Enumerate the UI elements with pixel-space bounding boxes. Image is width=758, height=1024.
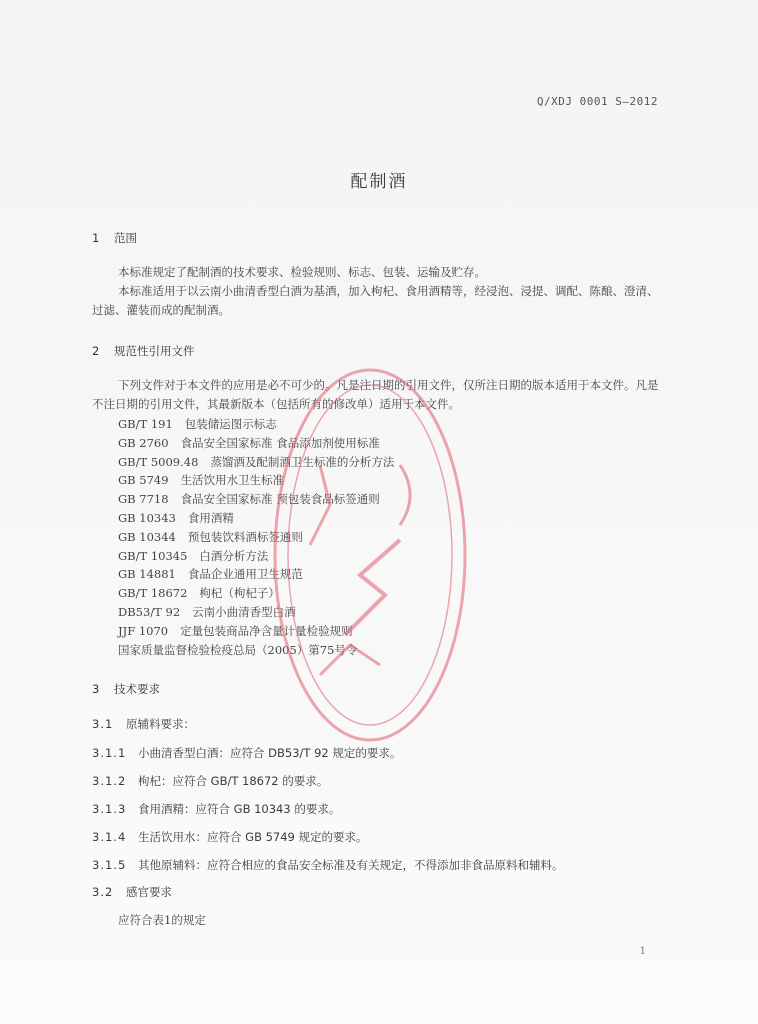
section-title: 范围	[114, 231, 137, 245]
closing-line: 应符合表1的规定	[118, 913, 206, 927]
clause-3-1-1: 3.1.1 小曲清香型白酒：应符合 DB53/T 92 规定的要求。	[92, 746, 402, 760]
clause-3-1-4: 3.1.4 生活饮用水：应符合 GB 5749 规定的要求。	[92, 830, 368, 844]
reference-item: DB53/T 92 云南小曲清香型白酒	[118, 604, 296, 619]
section-number: 3	[92, 682, 100, 696]
section-title: 技术要求	[114, 682, 160, 696]
clause-3-1-5: 3.1.5 其他原辅料：应符合相应的食品安全标准及有关规定，不得添加非食品原料和辅料。	[92, 858, 564, 872]
page-number: 1	[639, 946, 646, 957]
reference-item: GB 14881 食品企业通用卫生规范	[118, 567, 303, 582]
reference-item: GB 2760 食品安全国家标准 食品添加剂使用标准	[118, 435, 380, 450]
section-1-heading	[92, 230, 137, 246]
clause-3-1-2: 3.1.2 枸杞：应符合 GB/T 18672 的要求。	[92, 774, 329, 788]
document-title: 配制酒	[350, 172, 408, 192]
reference-item: GB/T 5009.48 蒸馏酒及配制酒卫生标准的分析方法	[118, 454, 395, 469]
reference-item: GB/T 10345 白酒分析方法	[118, 548, 269, 563]
reference-item: GB 10344 预包装饮料酒标签通则	[118, 529, 303, 544]
section-title: 规范性引用文件	[114, 344, 195, 358]
reference-item: GB 5749 生活饮用水卫生标准	[118, 473, 285, 488]
reference-item: JJF 1070 定量包装商品净含量计量检验规则	[118, 623, 353, 638]
document-number: Q/XDJ 0001 S—2012	[536, 95, 658, 108]
section-number: 2	[92, 344, 100, 358]
section-3-heading	[92, 681, 160, 697]
reference-list	[118, 415, 394, 659]
reference-item: GB 7718 食品安全国家标准 预包装食品标签通则	[118, 492, 380, 507]
scope-paragraph-2: 本标准适用于以云南小曲清香型白酒为基酒，加入枸杞、食用酒精等，经浸泡、浸提、调配、陈酿、澄清、过滤、灌装而成的配制酒。	[92, 284, 659, 317]
reference-item: GB/T 191 包装储运图示标志	[118, 417, 277, 431]
references-intro: 下列文件对于本文件的应用是必不可少的。凡是注日期的引用文件，仅所注日期的版本适用于本文件。凡是不注日期的引用文件，其最新版本（包括所有的修改单）适用于本文件。	[92, 378, 659, 411]
clause-3-1-3: 3.1.3 食用酒精：应符合 GB 10343 的要求。	[92, 802, 341, 816]
section-2-heading	[92, 343, 195, 359]
reference-item: GB/T 18672 枸杞（枸杞子）	[118, 586, 280, 601]
reference-item: 国家质量监督检验检疫总局（2005）第75号令	[118, 642, 358, 657]
clause-3-1: 3.1 原辅料要求：	[92, 717, 195, 731]
section-number: 1	[92, 231, 100, 245]
scope-paragraph-1: 本标准规定了配制酒的技术要求、检验规则、标志、包装、运输及贮存。	[118, 265, 486, 279]
clause-3-2: 3.2 感官要求	[92, 885, 172, 899]
reference-item: GB 10343 食用酒精	[118, 510, 234, 525]
